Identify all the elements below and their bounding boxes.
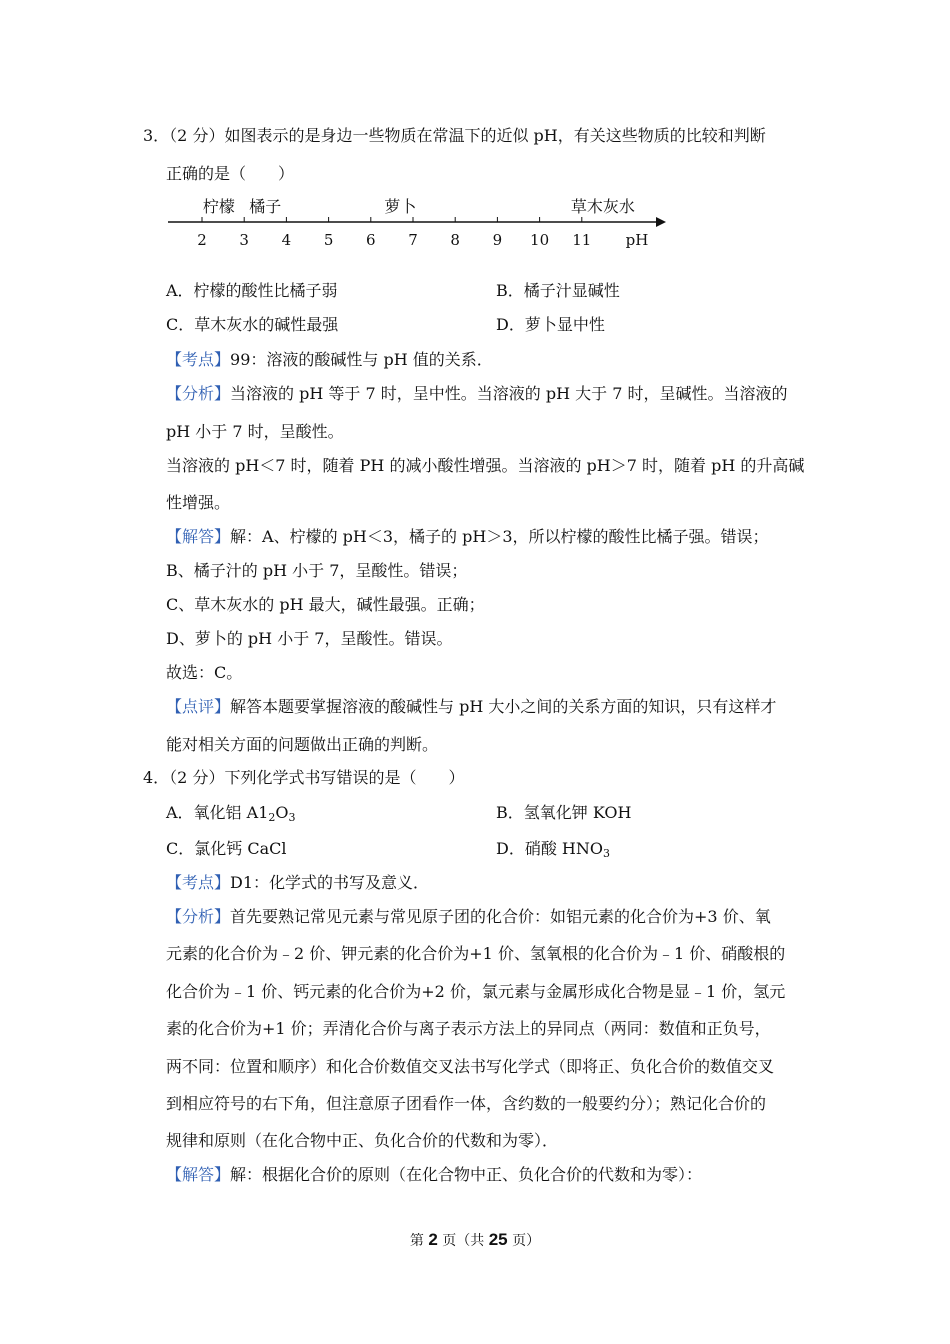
q4-option-a (166, 803, 296, 823)
q4-option-d-sub: 3 (603, 847, 610, 860)
q3-jieda-line3: C、草木灰水的 pH 最大，碱性最强。正确； (166, 595, 485, 614)
q4-option-a-mid: O (275, 803, 289, 822)
q3-jieda-tag: 【解答】 (166, 527, 231, 546)
ph-tick-label-8: 8 (450, 231, 460, 249)
q4-option-a-label: A．氧化铝 A1 (166, 803, 269, 822)
ph-axis-label: pH (625, 231, 649, 249)
ph-axis-arrow (656, 217, 666, 227)
q3-jieda-line2: B、橘子汁的 pH 小于 7，呈酸性。错误； (166, 561, 468, 580)
ph-tick-label-3: 3 (239, 231, 249, 249)
q3-option-c: C．草木灰水的碱性最强 (166, 315, 339, 334)
page-footer (0, 1230, 950, 1250)
ph-substance-label: 柠檬 (202, 197, 235, 216)
q4-kaodian (166, 873, 429, 893)
q4-option-d-label: D．硝酸 HNO (496, 839, 603, 858)
q4-fenxi-line5: 两不同：位置和顺序）和化合价数值交叉法书写化学式（即将正、负化合价的数值交叉 (166, 1057, 775, 1076)
ph-tick-label-7: 7 (408, 231, 418, 249)
q4-fenxi-tag: 【分析】 (166, 907, 231, 926)
q4-option-a-sub1: 2 (268, 811, 276, 824)
q4-kaodian-tag: 【考点】 (166, 873, 231, 892)
q3-option-b: B．橘子汁显碱性 (496, 281, 620, 300)
q3-jieda-line5: 故选：C。 (166, 663, 243, 682)
q4-fenxi-line1: 首先要熟记常见元素与常见原子团的化合价：如铝元素的化合价为+3 价、氧 (230, 907, 771, 926)
footer-mid: 页（共 (437, 1233, 489, 1249)
q3-dianping-line2: 能对相关方面的问题做出正确的判断。 (166, 735, 439, 754)
q3-option-a: A．柠檬的酸性比橘子弱 (166, 281, 338, 300)
q4-option-c: C．氯化钙 CaCl (166, 839, 287, 858)
q3-fenxi (166, 384, 787, 404)
q3-dianping-line1: 解答本题要掌握溶液的酸碱性与 pH 大小之间的关系方面的知识，只有这样才 (230, 697, 777, 716)
q3-fenxi-line1: 当溶液的 pH 等于 7 时，呈中性。当溶液的 pH 大于 7 时，呈碱性。当溶液的 (230, 384, 788, 403)
q4-fenxi-line3: 化合价为﹣1 价、钙元素的化合价为+2 价，氯元素与金属形成化合物是显﹣1 价，氢元 (166, 982, 786, 1001)
q3-fenxi-line3: 当溶液的 pH＜7 时，随着 PH 的减小酸性增强。当溶液的 pH＞7 时，随着 pH 的升高碱 (166, 456, 805, 475)
q4-fenxi (166, 907, 771, 927)
q3-kaodian (166, 350, 493, 370)
q3-jieda-line1: 解：A、柠檬的 pH＜3，橘子的 pH＞3，所以柠檬的酸性比橘子强。错误； (230, 527, 769, 546)
q3-kaodian-tag: 【考点】 (166, 350, 231, 369)
q4-fenxi-line4: 素的化合价为+1 价；弄清化合价与离子表示方法上的异同点（两同：数值和正负号， (166, 1019, 771, 1038)
q3-jieda-line4: D、萝卜的 pH 小于 7，呈酸性。错误。 (166, 629, 453, 648)
q4-option-b: B．氢氧化钾 KOH (496, 803, 632, 822)
q3-dianping-tag: 【点评】 (166, 697, 231, 716)
q4-jieda-tag: 【解答】 (166, 1165, 231, 1184)
footer-page-number: 2 (428, 1230, 438, 1249)
q4-fenxi-line7: 规律和原则（在化合物中正、负化合价的代数和为零）． (166, 1131, 559, 1150)
ph-substance-label: 橘子 (249, 197, 282, 216)
q3-fenxi-line4: 性增强。 (166, 493, 231, 512)
q4-stem: 4．（2 分）下列化学式书写错误的是（ ） (143, 768, 465, 787)
ph-substance-label: 草木灰水 (570, 197, 635, 216)
ph-tick-label-9: 9 (492, 231, 503, 249)
q3-jieda (166, 527, 769, 547)
q3-fenxi-tag: 【分析】 (166, 384, 231, 403)
q3-kaodian-text: 99：溶液的酸碱性与 pH 值的关系． (230, 350, 493, 369)
ph-substance-label: 萝卜 (384, 197, 417, 216)
q4-option-a-sub2: 3 (288, 811, 296, 824)
footer-pre: 第 (409, 1233, 429, 1249)
ph-tick-label-4: 4 (281, 231, 292, 249)
footer-total-pages: 25 (488, 1230, 508, 1249)
q4-jieda (166, 1165, 702, 1185)
ph-tick-label-10: 10 (530, 231, 550, 249)
ph-tick-label-11: 11 (572, 231, 592, 249)
q4-kaodian-text: D1：化学式的书写及意义． (230, 873, 430, 892)
q4-option-d (496, 839, 610, 859)
q3-option-d: D．萝卜显中性 (496, 315, 605, 334)
q3-fenxi-line2: pH 小于 7 时，呈酸性。 (166, 422, 344, 441)
q3-stem-line2: 正确的是（ ） (166, 164, 295, 183)
footer-post: 页） (507, 1233, 541, 1249)
q3-stem-line1: 3．（2 分）如图表示的是身边一些物质在常温下的近似 pH，有关这些物质的比较和判断 (143, 126, 766, 145)
ph-scale-figure (160, 192, 670, 254)
ph-tick-label-6: 6 (366, 231, 376, 249)
q4-fenxi-line2: 元素的化合价为﹣2 价、钾元素的化合价为+1 价、氢氧根的化合价为﹣1 价、硝酸根的 (166, 944, 786, 963)
q4-fenxi-line6: 到相应符号的右下角，但注意原子团看作一体，含约数的一般要约分）；熟记化合价的 (166, 1094, 767, 1113)
ph-tick-label-2: 2 (197, 231, 207, 249)
q3-dianping (166, 697, 776, 717)
q4-jieda-line1: 解：根据化合价的原则（在化合物中正、负化合价的代数和为零）： (230, 1165, 703, 1184)
ph-tick-label-5: 5 (323, 231, 334, 249)
